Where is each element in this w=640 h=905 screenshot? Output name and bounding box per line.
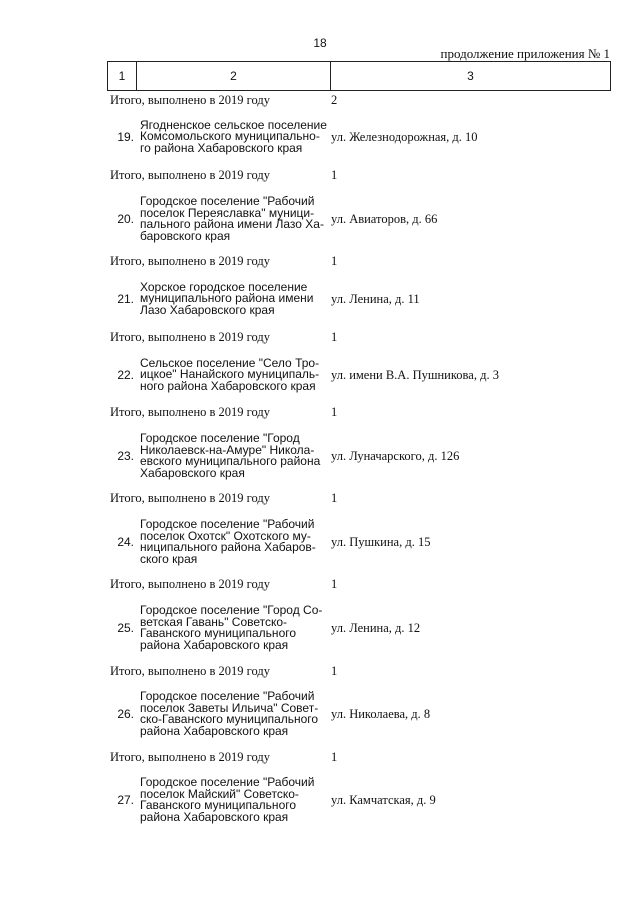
settlement-name-line: поселок Заветы Ильича" Совет- (140, 700, 319, 715)
settlement-name-line: ского края (140, 551, 198, 566)
total-value: 1 (331, 491, 338, 505)
settlement-name-line: Гаванского муниципального (140, 626, 297, 640)
settlement-name-line: Городское поселение "Рабочий (140, 775, 315, 789)
settlement-name-line: поселок Переяславка" муници- (140, 205, 315, 220)
settlement-name (140, 691, 330, 737)
settlement-name-line: Хорское городское поселение (140, 279, 308, 294)
settlement-name-line: ветская Гавань" Советско- (140, 614, 288, 629)
total-label: Итого, выполнено в 2019 году (110, 405, 270, 419)
settlement-name (140, 279, 330, 317)
entry-number: 26. (117, 707, 134, 721)
settlement-name-line: Николаевск-на-Амуре" Никола- (140, 442, 315, 457)
address: ул. Камчатская, д. 9 (331, 793, 436, 807)
total-value: 1 (331, 750, 338, 764)
total-label: Итого, выполнено в 2019 году (110, 664, 270, 678)
settlement-name-line: евского муниципального района (140, 454, 321, 468)
settlement-name-line: Ягодненское сельское поселение (140, 117, 327, 132)
settlement-name-line: района Хабаровского края (140, 723, 289, 738)
settlement-name-line: баровского края (140, 228, 231, 243)
settlement-name (140, 433, 330, 479)
address: ул. Пушкина, д. 15 (331, 535, 431, 549)
address: ул. Ленина, д. 11 (331, 292, 420, 306)
settlement-name-line: ицкое" Нанайского муниципаль- (140, 367, 320, 382)
settlement-name (140, 117, 330, 155)
settlement-name-line: ниципального района Хабаров- (140, 540, 316, 554)
settlement-name-line: Городское поселение "Рабочий (140, 517, 315, 531)
settlement-name-line: Комсомольского муниципально- (140, 129, 320, 144)
continuation-note: продолжение приложения № 1 (440, 46, 610, 61)
total-label: Итого, выполнено в 2019 году (110, 330, 270, 344)
settlement-name (140, 519, 330, 565)
address: ул. Авиаторов, д. 66 (331, 212, 438, 226)
settlement-name-line: Городское поселение "Город Со- (140, 603, 323, 617)
settlement-name-line: пального района имени Лазо Ха- (140, 217, 324, 231)
total-label: Итого, выполнено в 2019 году (110, 168, 270, 182)
total-value: 1 (331, 664, 338, 678)
settlement-name-line: муниципального района имени (140, 291, 314, 306)
total-value: 1 (331, 330, 338, 344)
column-header-3: 3 (331, 62, 611, 91)
settlement-name-line: Гаванского муниципального (140, 798, 297, 812)
settlement-name-line: поселок Охотск" Охотского му- (140, 528, 311, 543)
entry-number: 23. (117, 449, 134, 463)
address: ул. Железнодорожная, д. 10 (331, 130, 478, 144)
settlement-name (140, 355, 330, 393)
total-label: Итого, выполнено в 2019 году (110, 93, 270, 107)
entry-number: 25. (117, 621, 134, 635)
settlement-name-line: Городское поселение "Рабочий (140, 194, 315, 208)
settlement-name-line: Хабаровского края (140, 465, 245, 480)
settlement-name-line: района Хабаровского края (140, 809, 289, 824)
total-value: 1 (331, 254, 338, 268)
settlement-name-line: района Хабаровского края (140, 637, 289, 652)
total-value: 1 (331, 577, 338, 591)
settlement-name (140, 196, 330, 242)
settlement-name-line: ного района Хабаровского края (140, 378, 316, 393)
settlement-name (140, 605, 330, 651)
settlement-name-line: ско-Гаванского муниципального (140, 712, 319, 726)
total-label: Итого, выполнено в 2019 году (110, 254, 270, 268)
settlement-name (140, 777, 330, 823)
total-value: 1 (331, 168, 338, 182)
settlement-name-line: поселок Майский" Советско- (140, 786, 299, 801)
total-label: Итого, выполнено в 2019 году (110, 750, 270, 764)
entry-number: 19. (117, 130, 134, 144)
total-label: Итого, выполнено в 2019 году (110, 491, 270, 505)
settlement-name-line: Городское поселение "Рабочий (140, 689, 315, 703)
total-value: 2 (331, 93, 338, 107)
settlement-name-line: Сельское поселение "Село Тро- (140, 355, 320, 370)
entry-number: 22. (117, 368, 134, 382)
total-label: Итого, выполнено в 2019 году (110, 577, 270, 591)
entry-number: 27. (117, 793, 134, 807)
total-value: 1 (331, 405, 338, 419)
column-header-2: 2 (137, 62, 331, 91)
entry-number: 21. (117, 292, 134, 306)
address: ул. Николаева, д. 8 (331, 707, 431, 721)
settlement-name-line: го района Хабаровского края (140, 140, 303, 155)
address: ул. Ленина, д. 12 (331, 621, 421, 635)
address: ул. имени В.А. Пушникова, д. 3 (331, 368, 499, 382)
entry-number: 20. (117, 212, 134, 226)
page-number: 18 (313, 36, 327, 50)
column-header-1: 1 (108, 62, 137, 91)
settlement-name-line: Городское поселение "Город (140, 431, 300, 445)
settlement-name-line: Лазо Хабаровского края (140, 302, 275, 317)
entry-number: 24. (117, 535, 134, 549)
address: ул. Луначарского, д. 126 (331, 449, 460, 463)
